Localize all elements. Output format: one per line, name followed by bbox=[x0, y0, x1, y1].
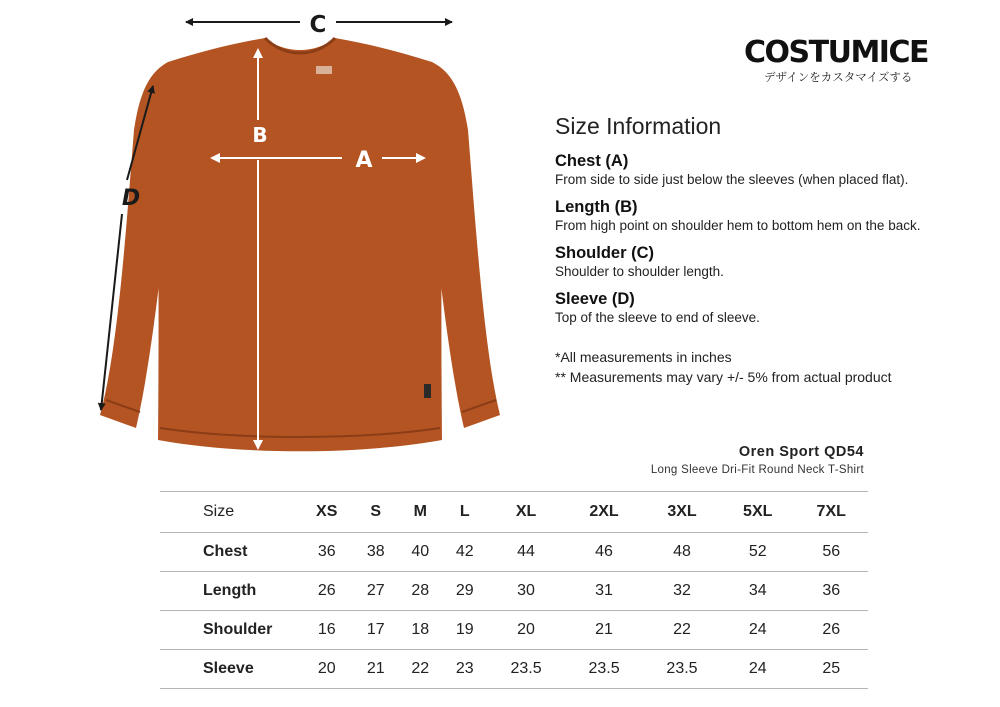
table-cell: 28 bbox=[398, 572, 443, 611]
table-cell: 23.5 bbox=[487, 650, 565, 689]
table-cell: 22 bbox=[643, 611, 721, 650]
definition-sleeve bbox=[555, 289, 975, 327]
table-cell: 30 bbox=[487, 572, 565, 611]
label-c: C bbox=[309, 12, 327, 38]
size-chart-table bbox=[160, 491, 868, 689]
table-cell: 20 bbox=[300, 650, 353, 689]
table-cell: 24 bbox=[721, 650, 794, 689]
product-info bbox=[651, 444, 864, 476]
table-row-chest bbox=[160, 533, 868, 572]
size-header-s: S bbox=[353, 492, 398, 533]
definition-term: Length (B) bbox=[555, 198, 638, 216]
table-cell: 20 bbox=[487, 611, 565, 650]
table-cell: 32 bbox=[643, 572, 721, 611]
info-title: Size Information bbox=[555, 113, 722, 139]
table-cell: 38 bbox=[353, 533, 398, 572]
size-header-xl: XL bbox=[487, 492, 565, 533]
table-cell: 16 bbox=[300, 611, 353, 650]
table-cell: 56 bbox=[794, 533, 868, 572]
row-label: Sleeve bbox=[160, 650, 300, 689]
size-header-xs: XS bbox=[300, 492, 353, 533]
definition-shoulder bbox=[555, 243, 975, 281]
definition-term: Sleeve (D) bbox=[555, 290, 635, 308]
table-cell: 26 bbox=[300, 572, 353, 611]
shirt-body bbox=[158, 38, 442, 451]
size-header-m: M bbox=[398, 492, 443, 533]
table-cell: 21 bbox=[353, 650, 398, 689]
side-tag bbox=[424, 384, 431, 398]
size-header-7xl: 7XL bbox=[794, 492, 868, 533]
table-cell: 26 bbox=[794, 611, 868, 650]
definition-description: Shoulder to shoulder length. bbox=[555, 264, 724, 279]
note-variance: ** Measurements may vary +/- 5% from actual product bbox=[555, 369, 892, 385]
label-d: D bbox=[121, 186, 141, 211]
table-cell: 44 bbox=[487, 533, 565, 572]
table-row-shoulder bbox=[160, 611, 868, 650]
table-cell: 25 bbox=[794, 650, 868, 689]
measurement-notes bbox=[555, 347, 975, 387]
table-cell: 17 bbox=[353, 611, 398, 650]
table-cell: 40 bbox=[398, 533, 443, 572]
size-header-2xl: 2XL bbox=[565, 492, 643, 533]
collar-label bbox=[316, 66, 332, 74]
size-information bbox=[555, 113, 975, 387]
table-cell: 42 bbox=[443, 533, 488, 572]
definition-term: Chest (A) bbox=[555, 152, 629, 170]
table-cell: 19 bbox=[443, 611, 488, 650]
brand-logo bbox=[744, 36, 930, 85]
shirt-diagram bbox=[0, 0, 540, 480]
table-row-sleeve bbox=[160, 650, 868, 689]
label-a: A bbox=[355, 148, 373, 173]
table-header-row bbox=[160, 492, 868, 533]
definition-description: Top of the sleeve to end of sleeve. bbox=[555, 310, 760, 325]
row-label: Chest bbox=[160, 533, 300, 572]
row-label: Length bbox=[160, 572, 300, 611]
table-cell: 22 bbox=[398, 650, 443, 689]
table-cell: 34 bbox=[721, 572, 794, 611]
size-header-5xl: 5XL bbox=[721, 492, 794, 533]
table-row-length bbox=[160, 572, 868, 611]
table-cell: 46 bbox=[565, 533, 643, 572]
definition-term: Shoulder (C) bbox=[555, 244, 654, 262]
size-header-3xl: 3XL bbox=[643, 492, 721, 533]
table-cell: 23.5 bbox=[643, 650, 721, 689]
definition-chest bbox=[555, 151, 975, 189]
shirt-illustration bbox=[100, 38, 500, 451]
table-cell: 27 bbox=[353, 572, 398, 611]
table-cell: 48 bbox=[643, 533, 721, 572]
definition-length bbox=[555, 197, 975, 235]
brand-tagline: デザインをカスタマイズする bbox=[764, 72, 913, 84]
header-size-label: Size bbox=[160, 492, 300, 533]
table-cell: 23 bbox=[443, 650, 488, 689]
brand-name: COSTUMICE bbox=[744, 35, 928, 70]
product-description: Long Sleeve Dri-Fit Round Neck T-Shirt bbox=[650, 464, 864, 476]
table-cell: 29 bbox=[443, 572, 488, 611]
table-cell: 24 bbox=[721, 611, 794, 650]
definition-description: From side to side just below the sleeves (when placed flat). bbox=[555, 172, 909, 187]
table-cell: 36 bbox=[794, 572, 868, 611]
note-units: *All measurements in inches bbox=[555, 349, 732, 365]
product-name: Oren Sport QD54 bbox=[738, 444, 864, 460]
label-b: B bbox=[252, 123, 268, 147]
table-cell: 23.5 bbox=[565, 650, 643, 689]
table-cell: 36 bbox=[300, 533, 353, 572]
table-cell: 18 bbox=[398, 611, 443, 650]
table-cell: 21 bbox=[565, 611, 643, 650]
row-label: Shoulder bbox=[160, 611, 300, 650]
definition-description: From high point on shoulder hem to bottom hem on the back. bbox=[555, 218, 921, 233]
table-cell: 52 bbox=[721, 533, 794, 572]
size-header-l: L bbox=[443, 492, 488, 533]
table-cell: 31 bbox=[565, 572, 643, 611]
